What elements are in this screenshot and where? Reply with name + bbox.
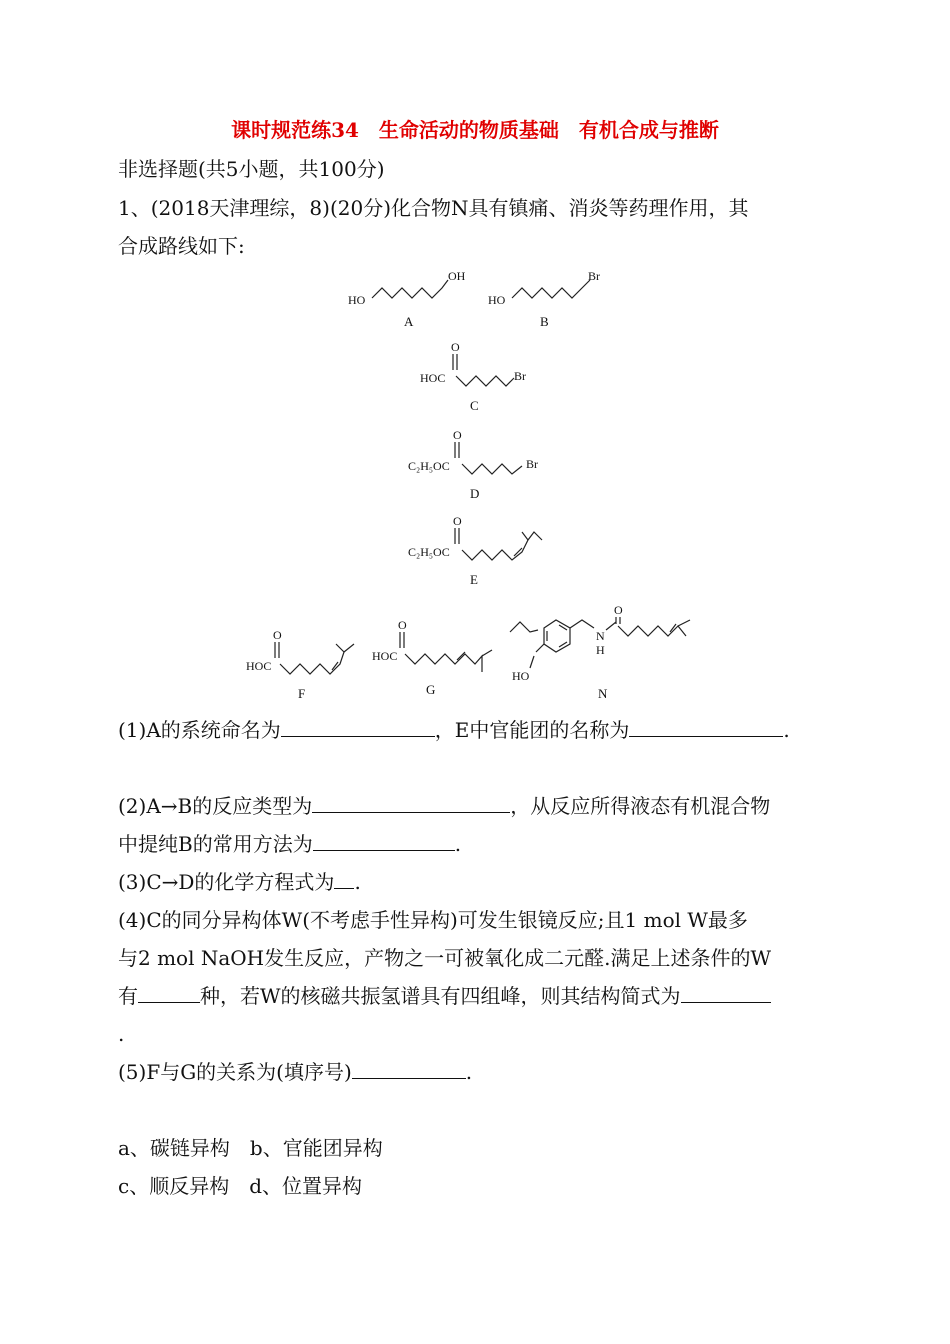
question-1-part-4-cont: 与2 mol NaOH发生反应，产物之一可被氧化成二元醛.满足上述条件的W [118,946,772,970]
svg-text:G: G [426,682,436,697]
answer-blank-2-2[interactable] [313,830,455,851]
structure-e [402,512,572,592]
svg-text:O: O [453,428,462,442]
svg-text:N: N [596,629,605,643]
svg-text:HOC: HOC [372,649,398,663]
svg-text:O: O [453,514,462,528]
svg-text:A: A [404,314,414,329]
answer-blank-1-1[interactable] [281,716,435,737]
question-1-intro-cont: 合成路线如下: [118,234,245,258]
svg-text:C: C [470,398,479,413]
svg-text:HOC: HOC [246,659,272,673]
structure-c [410,338,560,418]
svg-text:C₂H₅OC: C₂H₅OC [408,459,450,473]
options-row-1: a、碳链异构 b、官能团异构 [118,1136,383,1160]
structure-d [402,426,572,506]
structure-a [340,262,490,334]
svg-text:HOC: HOC [420,371,446,385]
svg-text:HO: HO [512,669,530,683]
svg-text:H: H [596,643,605,657]
svg-text:D: D [470,486,480,501]
structure-g [368,612,508,706]
structure-b [482,262,622,334]
svg-text:Br: Br [514,369,526,383]
answer-blank-1-2[interactable] [629,716,783,737]
question-1-part-3: (3)C→D的化学方程式为 . [118,870,361,894]
svg-text:Br: Br [526,457,538,471]
answer-blank-4-1[interactable] [138,982,200,1003]
question-1-part-2: (2)A→B的反应类型为 ，从反应所得液态有机混合物 [118,794,771,818]
svg-text:HO: HO [348,293,366,307]
svg-text:O: O [451,340,460,354]
svg-text:OH: OH [448,269,466,283]
svg-text:E: E [470,572,478,587]
question-1-part-2-cont: 中提纯B的常用方法为 . [118,832,462,856]
svg-text:Br: Br [588,269,600,283]
answer-blank-5[interactable] [352,1058,466,1079]
question-1-part-4-blanks: 有 种，若W的核磁共振氢谱具有四组峰，则其结构简式为 [118,982,771,1010]
answer-blank-4-2[interactable] [681,982,771,1003]
svg-text:O: O [614,603,623,617]
section-heading: 非选择题(共5小题，共100分) [118,157,385,181]
question-1-part-4-end: . [118,1022,125,1046]
svg-text:O: O [273,628,282,642]
answer-blank-3[interactable] [334,868,354,889]
svg-text:C₂H₅OC: C₂H₅OC [408,545,450,559]
answer-blank-2-1[interactable] [312,792,510,813]
svg-text:F: F [298,686,306,701]
question-1-part-1: (1)A的系统命名为 ，E中官能团的名称为 . [118,718,790,742]
svg-text:HO: HO [488,293,506,307]
page-title: 课时规范练34 生命活动的物质基础 有机合成与推断 [231,118,719,142]
question-1-intro: 1、(2018天津理综，8)(20分)化合物N具有镇痛、消炎等药理作用，其 [118,196,749,220]
structure-n [500,598,720,706]
svg-text:O: O [398,618,407,632]
options-row-2: c、顺反异构 d、位置异构 [118,1174,363,1198]
question-1-part-5: (5)F与G的关系为(填序号) . [118,1060,473,1084]
structure-f [240,622,370,706]
svg-text:N: N [598,686,608,701]
svg-text:B: B [540,314,549,329]
question-1-part-4: (4)C的同分异构体W(不考虑手性异构)可发生银镜反应;且1 mol W最多 [118,908,748,932]
